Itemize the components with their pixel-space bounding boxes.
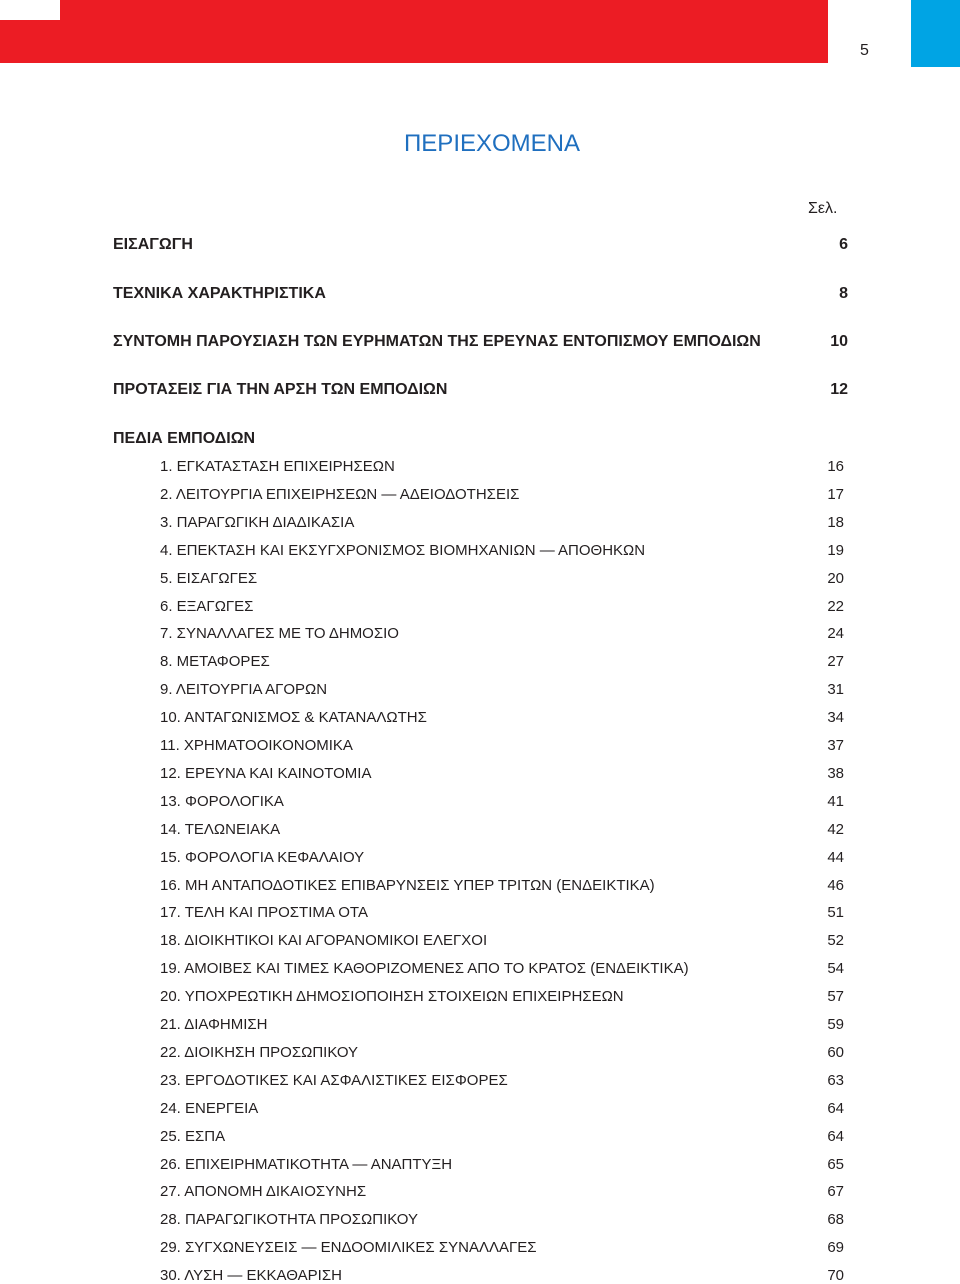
toc-subentry[interactable] bbox=[160, 1016, 844, 1033]
toc-subentry-label: 14. ΤΕΛΩΝΕΙΑΚΑ bbox=[160, 820, 281, 838]
toc-entry-page: 8 bbox=[839, 285, 848, 302]
toc-subentry-label: 9. ΛΕΙΤΟΥΡΓΙΑ ΑΓΟΡΩΝ bbox=[160, 681, 328, 699]
toc-entry[interactable] bbox=[113, 285, 848, 303]
toc-subentry[interactable] bbox=[160, 1267, 844, 1284]
toc-subentry-page: 60 bbox=[827, 1043, 844, 1061]
toc-subentry-label: 8. ΜΕΤΑΦΟΡΕΣ bbox=[160, 653, 270, 671]
toc-entry[interactable] bbox=[113, 381, 848, 399]
toc-subentry-page: 46 bbox=[827, 876, 844, 894]
toc-subentry-page: 27 bbox=[827, 653, 844, 671]
toc-subentry-page: 57 bbox=[827, 988, 844, 1006]
toc-subentry[interactable] bbox=[160, 570, 844, 587]
toc-entry-label: ΠΡΟΤΑΣΕΙΣ ΓΙΑ ΤΗΝ ΑΡΣΗ ΤΩΝ ΕΜΠΟΔΙΩΝ bbox=[113, 381, 448, 398]
toc-subentry[interactable] bbox=[160, 1044, 844, 1061]
toc-subentry-label: 11. ΧΡΗΜΑΤΟΟΙΚΟΝΟΜΙΚΑ bbox=[160, 737, 353, 754]
toc-subentry-label: 21. ΔΙΑΦΗΜΙΣΗ bbox=[160, 1016, 268, 1033]
toc-subentry-label: 16. ΜΗ ΑΝΤΑΠΟΔΟΤΙΚΕΣ ΕΠΙΒΑΡΥΝΣΕΙΣ ΥΠΕΡ ΤΡΙΤΩΝ (ΕΝΔΕΙΚΤΙΚΑ) bbox=[160, 876, 655, 894]
toc-subentry-label: 29. ΣΥΓΧΩΝΕΥΣΕΙΣ — ΕΝΔΟΟΜΙΛΙΚΕΣ ΣΥΝΑΛΛΑΓΕΣ bbox=[160, 1239, 537, 1257]
toc-subentry-label: 7. ΣΥΝΑΛΛΑΓΕΣ ΜΕ ΤΟ ΔΗΜΟΣΙΟ bbox=[160, 625, 399, 643]
toc-subentry[interactable] bbox=[160, 932, 844, 949]
toc-subentry-page: 44 bbox=[827, 848, 844, 866]
toc-subentry-page: 17 bbox=[827, 485, 844, 503]
toc-subentry[interactable] bbox=[160, 988, 844, 1005]
toc-subentry[interactable] bbox=[160, 486, 844, 503]
toc-subentry-page: 41 bbox=[827, 792, 844, 810]
toc-subentry-page: 34 bbox=[827, 709, 844, 727]
toc-subentry-page: 38 bbox=[827, 764, 844, 782]
toc-subentry-label: 5. ΕΙΣΑΓΩΓΕΣ bbox=[160, 569, 258, 587]
toc-subentry[interactable] bbox=[160, 1128, 844, 1145]
toc-subentry[interactable] bbox=[160, 514, 844, 531]
toc-subentry-label: 27. ΑΠΟΝΟΜΗ ΔΙΚΑΙΟΣΥΝΗΣ bbox=[160, 1183, 367, 1201]
toc-subentry[interactable] bbox=[160, 709, 844, 726]
section-heading: ΠΕΔΙΑ ΕΜΠΟΔΙΩΝ bbox=[113, 430, 256, 447]
toc-subentry-label: 6. ΕΞΑΓΩΓΕΣ bbox=[160, 597, 254, 615]
toc-subentry[interactable] bbox=[160, 653, 844, 670]
toc-subentry[interactable] bbox=[160, 1211, 844, 1228]
toc-subentry[interactable] bbox=[160, 904, 844, 921]
toc-subentry[interactable] bbox=[160, 1183, 844, 1200]
toc-subentry-page: 20 bbox=[827, 569, 844, 587]
toc-subentry[interactable] bbox=[160, 1072, 844, 1089]
toc-entry-label: ΣΥΝΤΟΜΗ ΠΑΡΟΥΣΙΑΣΗ ΤΩΝ ΕΥΡΗΜΑΤΩΝ ΤΗΣ ΕΡΕΥΝΑΣ ΕΝΤΟΠΙΣΜΟΥ ΕΜΠΟΔΙΩΝ bbox=[113, 333, 761, 350]
toc-subentry-page: 63 bbox=[827, 1071, 844, 1089]
toc-subentry-page: 70 bbox=[827, 1267, 844, 1284]
toc-entry-page: 10 bbox=[830, 333, 848, 350]
header-notch bbox=[0, 0, 60, 20]
toc-subentry[interactable] bbox=[160, 1156, 844, 1173]
toc-subentry-page: 18 bbox=[827, 513, 844, 531]
toc-subentry-page: 52 bbox=[827, 932, 844, 950]
toc-subentry-label: 13. ΦΟΡΟΛΟΓΙΚΑ bbox=[160, 792, 284, 810]
toc-entry-page: 6 bbox=[839, 236, 848, 253]
toc-entry[interactable] bbox=[113, 333, 848, 351]
toc-subentry-label: 18. ΔΙΟΙΚΗΤΙΚΟΙ ΚΑΙ ΑΓΟΡΑΝΟΜΙΚΟΙ ΕΛΕΓΧΟΙ bbox=[160, 932, 488, 950]
toc-subentry-label: 22. ΔΙΟΙΚΗΣΗ ΠΡΟΣΩΠΙΚΟΥ bbox=[160, 1043, 359, 1061]
toc-subentry-label: 23. ΕΡΓΟΔΟΤΙΚΕΣ ΚΑΙ ΑΣΦΑΛΙΣΤΙΚΕΣ ΕΙΣΦΟΡΕΣ bbox=[160, 1071, 508, 1089]
toc-subentry[interactable] bbox=[160, 821, 844, 838]
toc-subentry-page: 65 bbox=[827, 1155, 844, 1173]
toc-subentry-page: 54 bbox=[827, 960, 844, 978]
toc-subentry[interactable] bbox=[160, 542, 844, 559]
toc-subentry-page: 51 bbox=[827, 904, 844, 922]
toc-subentry[interactable] bbox=[160, 793, 844, 810]
toc-subentry-label: 15. ΦΟΡΟΛΟΓΙΑ ΚΕΦΑΛΑΙΟΥ bbox=[160, 848, 365, 866]
toc-subentry-page: 16 bbox=[827, 458, 844, 475]
toc-subentry[interactable] bbox=[160, 598, 844, 615]
toc-entry-label: ΕΙΣΑΓΩΓΗ bbox=[113, 236, 193, 253]
toc-subentry-page: 67 bbox=[827, 1183, 844, 1201]
toc-subentry-page: 22 bbox=[827, 597, 844, 615]
page-title: ΠΕΡΙΕΧΟΜΕΝΑ bbox=[403, 130, 581, 157]
toc-subentry-page: 31 bbox=[827, 681, 844, 699]
toc-subentry-label: 2. ΛΕΙΤΟΥΡΓΙΑ ΕΠΙΧΕΙΡΗΣΕΩΝ — ΑΔΕΙΟΔΟΤΗΣΕΙΣ bbox=[160, 485, 520, 503]
toc-entry-page: 12 bbox=[830, 381, 848, 398]
toc-subentry-label: 25. ΕΣΠΑ bbox=[160, 1127, 226, 1145]
header-red-band bbox=[0, 0, 828, 63]
toc-subentry-page: 24 bbox=[827, 625, 844, 643]
toc-subentry-label: 3. ΠΑΡΑΓΩΓΙΚΗ ΔΙΑΔΙΚΑΣΙΑ bbox=[160, 513, 355, 531]
toc-subentry-label: 1. ΕΓΚΑΤΑΣΤΑΣΗ ΕΠΙΧΕΙΡΗΣΕΩΝ bbox=[160, 458, 395, 475]
toc-subentry[interactable] bbox=[160, 737, 844, 754]
toc-subentry[interactable] bbox=[160, 1100, 844, 1117]
toc-subentry-label: 10. ΑΝΤΑΓΩΝΙΣΜΟΣ & ΚΑΤΑΝΑΛΩΤΗΣ bbox=[160, 709, 427, 727]
toc-subentry[interactable] bbox=[160, 877, 844, 894]
toc-subentry[interactable] bbox=[160, 681, 844, 698]
toc-subentry-label: 20. ΥΠΟΧΡΕΩΤΙΚΗ ΔΗΜΟΣΙΟΠΟΙΗΣΗ ΣΤΟΙΧΕΙΩΝ ΕΠΙΧΕΙΡΗΣΕΩΝ bbox=[160, 988, 624, 1006]
toc-subentry-label: 12. ΕΡΕΥΝΑ ΚΑΙ ΚΑΙΝΟΤΟΜΙΑ bbox=[160, 764, 372, 782]
toc-subentry[interactable] bbox=[160, 458, 844, 475]
toc-subentry-page: 42 bbox=[827, 820, 844, 838]
toc-subentry-page: 64 bbox=[827, 1127, 844, 1145]
toc-subentry-label: 24. ΕΝΕΡΓΕΙΑ bbox=[160, 1099, 259, 1117]
page-number: 5 bbox=[860, 42, 869, 59]
toc-subentry-label: 19. ΑΜΟΙΒΕΣ ΚΑΙ ΤΙΜΕΣ ΚΑΘΟΡΙΖΟΜΕΝΕΣ ΑΠΟ ΤΟ ΚΡΑΤΟΣ (ΕΝΔΕΙΚΤΙΚΑ) bbox=[160, 960, 689, 978]
toc-entry-label: ΤΕΧΝΙΚΑ ΧΑΡΑΚΤΗΡΙΣΤΙΚΑ bbox=[113, 285, 326, 302]
toc-subentry-label: 28. ΠΑΡΑΓΩΓΙΚΟΤΗΤΑ ΠΡΟΣΩΠΙΚΟΥ bbox=[160, 1211, 418, 1229]
toc-subentry-page: 69 bbox=[827, 1239, 844, 1257]
toc-subentry-page: 68 bbox=[827, 1211, 844, 1229]
toc-subentry[interactable] bbox=[160, 625, 844, 642]
toc-subentry-page: 59 bbox=[827, 1016, 844, 1033]
toc-subentry-label: 26. ΕΠΙΧΕΙΡΗΜΑΤΙΚΟΤΗΤΑ — ΑΝΑΠΤΥΞΗ bbox=[160, 1155, 453, 1173]
toc-subentry-label: 17. ΤΕΛΗ ΚΑΙ ΠΡΟΣΤΙΜΑ ΟΤΑ bbox=[160, 904, 368, 922]
toc-subentry-page: 64 bbox=[827, 1099, 844, 1117]
toc-subentry[interactable] bbox=[160, 960, 844, 977]
blue-page-tab bbox=[911, 0, 960, 67]
toc-subentry[interactable] bbox=[160, 1239, 844, 1256]
toc-subentry-label: 30. ΛΥΣΗ — ΕΚΚΑΘΑΡΙΣΗ bbox=[160, 1267, 342, 1284]
toc-subentry[interactable] bbox=[160, 849, 844, 866]
toc-subentry-page: 37 bbox=[827, 737, 844, 754]
toc-subentry-label: 4. ΕΠΕΚΤΑΣΗ ΚΑΙ ΕΚΣΥΓΧΡΟΝΙΣΜΟΣ ΒΙΟΜΗΧΑΝΙΩΝ — ΑΠΟΘΗΚΩΝ bbox=[160, 541, 646, 559]
toc-entry[interactable] bbox=[113, 236, 848, 254]
page-column-label: Σελ. bbox=[808, 200, 838, 217]
toc-subentry[interactable] bbox=[160, 765, 844, 782]
toc-subentry-page: 19 bbox=[827, 541, 844, 559]
